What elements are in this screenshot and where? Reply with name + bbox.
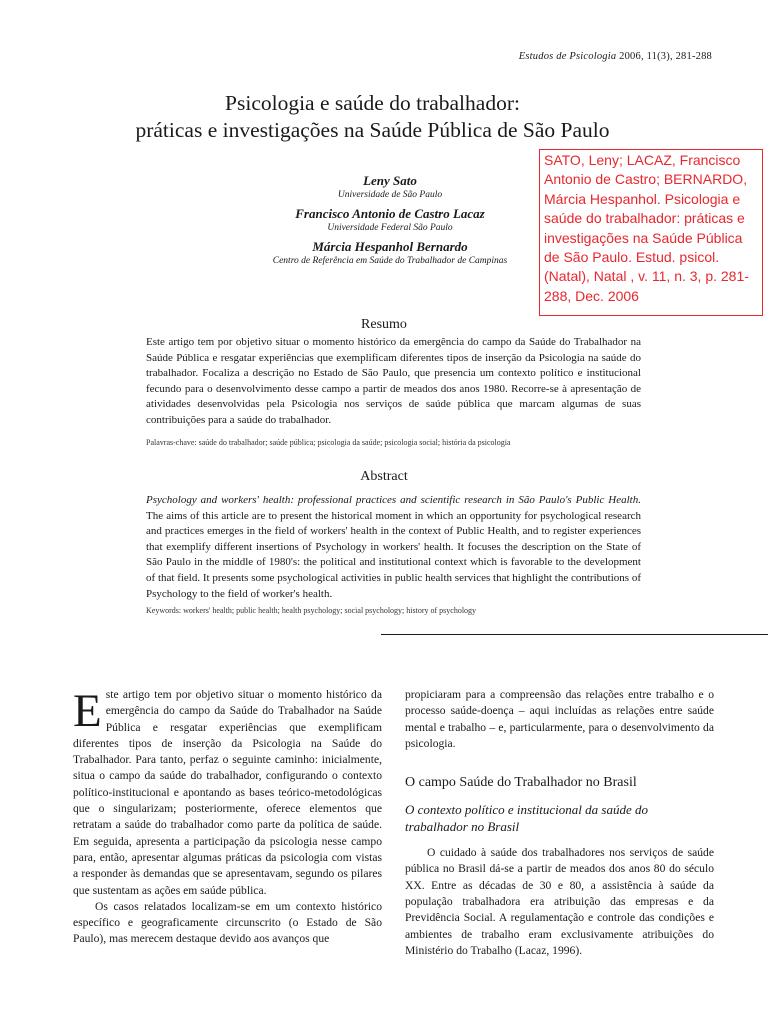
resumo-heading: Resumo <box>361 317 407 332</box>
author-name: Márcia Hespanhol Bernardo <box>312 239 468 254</box>
title-line-1: Psicologia e saúde do trabalhador: <box>225 91 520 115</box>
right-column <box>405 687 714 959</box>
author-affiliation: Universidade Federal São Paulo <box>327 223 453 233</box>
journal-name: Estudos de Psicologia <box>518 51 617 62</box>
paragraph-text: ste artigo tem por objetivo situar o momento histórico da emergência do campo da Saúde do Trabalhador na Saúde Pública e resgatar experiências que exemplificam diferentes tipos de inserção da Psicologia na Saúde do Trabalhador. Para tanto, perfaz o seguinte caminho: inicialmente, situa o campo da saúde do trabalhador, configurando o contexto político-institucional e apontando as bases teórico-metodológicas que o singularizam; posteriormente, oferece elementos que retratam a saúde do trabalhador como parte da política de saúde. Em seguida, apresenta a participação da psicologia nesse campo para, então, apresentar algumas práticas da psicologia com vistas a responder às demandas que se apresentavam, segundo os pilares que sustentam as ações em saúde pública. <box>73 688 382 897</box>
paragraph: O cuidado à saúde dos trabalhadores nos serviços de saúde pública no Brasil dá-se a partir de meados dos anos 80 do século XX. Entre as décadas de 30 e 80, a assistência à saúde da população trabalhadora era atribuição das empresas e da Previdência Social. A regulamentação e controle das condições e ambientes de trabalho eram exclusivamente atribuições do Ministério do Trabalho (Lacaz, 1996). <box>405 846 714 957</box>
abstract-keywords: Keywords: workers' health; public health; health psychology; social psychology; history of psychology <box>146 606 477 615</box>
abstract-body <box>146 493 641 602</box>
journal-issue: 2006, 11(3), 281-288 <box>619 51 712 62</box>
intro-paragraph <box>73 687 382 899</box>
author-affiliation: Centro de Referência em Saúde do Trabalhador de Campinas <box>272 256 508 266</box>
article-title <box>100 90 645 144</box>
author-name: Leny Sato <box>363 173 417 188</box>
left-column <box>73 687 382 948</box>
subsection-heading: O contexto político e institucional da saúde do trabalhador no Brasil <box>405 802 648 834</box>
paragraph: Os casos relatados localizam-se em um contexto histórico específico e geograficamente circunscrito (o Estado de São Paulo), mas merecem destaque devido aos avanços que <box>73 899 382 946</box>
author-affiliation: Universidade de São Paulo <box>337 190 443 200</box>
section-heading: O campo Saúde do Trabalhador no Brasil <box>405 775 637 791</box>
running-header <box>519 51 712 62</box>
divider-rule <box>381 634 768 635</box>
author-name: Francisco Antonio de Castro Lacaz <box>295 206 485 221</box>
resumo-text: Este artigo tem por objetivo situar o momento histórico da emergência do campo da Saúde do Trabalhador na Saúde Pública e resgatar experiências que exemplificam diferentes tipos de inserção da Psicologia na saúde do trabalhador. Focaliza a descrição no Estado de São Paulo, que presencia um contexto político e institucional fecundo para o desenvolvimento desse campo a partir de meados dos anos 1980. Recorre-se à apresentação de atividades desenvolvidas pela Psicologia nos serviços de saúde pública que marcam algumas de suas contribuições para a saúde do trabalhador. <box>146 336 641 426</box>
title-line-2: práticas e investigações na Saúde Pública de São Paulo <box>135 118 610 142</box>
citation-box: SATO, Leny; LACAZ, Francisco Antonio de Castro; BERNARDO, Márcia Hespanhol. Psicologia e saúde do trabalhador: práticas e investigações na Saúde Pública de São Paulo. Estud. psicol. (Natal), Natal , v. 11, n. 3, p. 281-288, Dec. 2006 <box>539 149 763 316</box>
drop-cap: E <box>73 685 102 737</box>
paragraph: propiciaram para a compreensão das relações entre trabalho e o processo saúde-doença – aqui incluídas as relações entre saúde mental e trabalho – e, particularmente, para o desenvolvimento da psicologia. <box>405 688 714 750</box>
abstract-text: The aims of this article are to present the historical moment in which an opportunity for psychological research and practices emerges in the field of workers' health in the context of Public Health, and to register experiences that exemplify different insertions of Psychology in workers' health. It focuses the description on the State of São Paulo in the middle of 1980's: the political and institutional context which is favorable to the development of that field. It presents some psychological activities in public health services that highlight the contributions of Psychology to the field of worker's health. <box>146 509 641 600</box>
resumo-keywords: Palavras-chave: saúde do trabalhador; saúde pública; psicologia da saúde; psicologia social; história da psicologia <box>146 438 511 447</box>
abstract-subtitle: Psychology and workers' health: professional practices and scientific research in São Paulo's Public Health. <box>146 494 641 506</box>
abstract-heading: Abstract <box>360 469 408 484</box>
author-block <box>190 172 590 271</box>
